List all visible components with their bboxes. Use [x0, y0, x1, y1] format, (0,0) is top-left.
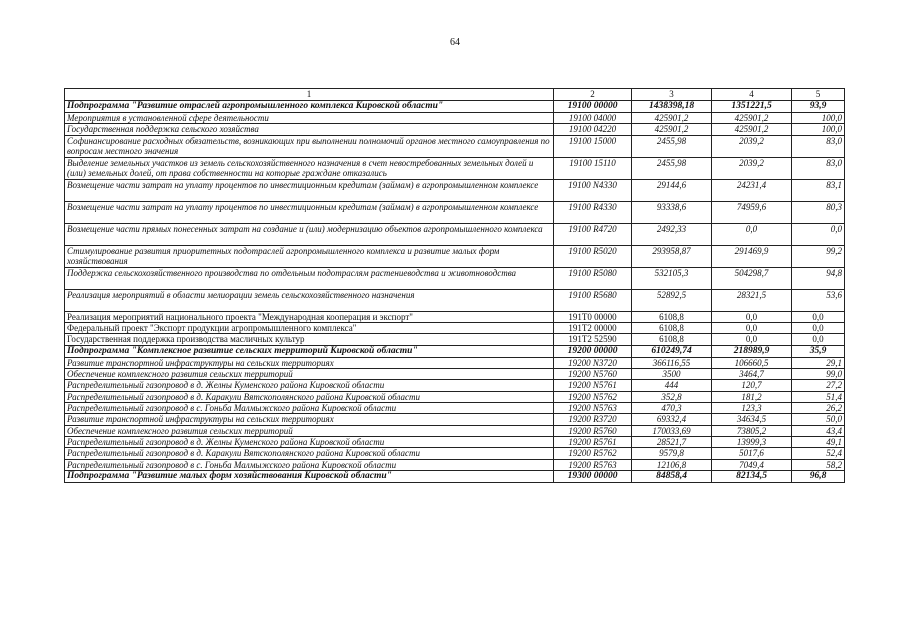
table-row — [65, 223, 845, 245]
row-name-cell: Софинансирование расходных обязательств, возникающих при выполнении полномочий органов местного самоуправления по вопросам местного значения — [65, 135, 554, 157]
table-row — [65, 357, 845, 368]
row-percent-cell: 50,0 — [792, 414, 845, 425]
table-row — [65, 245, 845, 267]
row-name-cell: Выделение земельных участков из земель сельскохозяйственного назначения в счет невостребованных земельных долей и (или) земельных долей, от права собственности на которые граждане отказались — [65, 157, 554, 179]
table-row — [65, 414, 845, 425]
row-name-cell: Распределительный газопровод в с. Гоньба Малмыжского района Кировской области — [65, 402, 554, 413]
header-col-3: 3 — [632, 89, 712, 101]
row-actual-value-cell: 106660,5 — [712, 357, 792, 368]
page-number: 64 — [450, 37, 460, 48]
row-actual-value-cell: 3464,7 — [712, 368, 792, 379]
row-actual-value-cell: 5017,6 — [712, 448, 792, 459]
row-percent-cell: 96,8 — [792, 471, 845, 483]
row-code-cell: 19200 N5763 — [554, 402, 632, 413]
row-name-cell: Подпрограмма "Развитие отраслей агропромышленного комплекса Кировской области" — [65, 101, 554, 113]
budget-table — [64, 88, 845, 483]
row-planned-value-cell: 2492,33 — [632, 223, 712, 245]
row-code-cell: 19200 N3720 — [554, 357, 632, 368]
row-percent-cell: 99,2 — [792, 245, 845, 267]
row-planned-value-cell: 532105,3 — [632, 267, 712, 289]
row-name-cell: Стимулирование развития приоритетных подотраслей агропромышленного комплекса и развитие малых форм хозяйствования — [65, 245, 554, 267]
row-code-cell: 19100 R4330 — [554, 201, 632, 223]
row-actual-value-cell: 82134,5 — [712, 471, 792, 483]
row-actual-value-cell: 1351221,5 — [712, 101, 792, 113]
row-percent-cell: 52,4 — [792, 448, 845, 459]
row-actual-value-cell: 291469,9 — [712, 245, 792, 267]
row-actual-value-cell: 2039,2 — [712, 135, 792, 157]
row-actual-value-cell: 24231,4 — [712, 179, 792, 201]
row-actual-value-cell: 7049,4 — [712, 459, 792, 470]
table-row — [65, 448, 845, 459]
row-actual-value-cell: 28321,5 — [712, 289, 792, 311]
row-actual-value-cell: 120,7 — [712, 380, 792, 391]
row-code-cell: 19100 04000 — [554, 112, 632, 123]
row-planned-value-cell: 425901,2 — [632, 112, 712, 123]
row-planned-value-cell: 444 — [632, 380, 712, 391]
row-percent-cell: 58,2 — [792, 459, 845, 470]
row-name-cell: Распределительный газопровод в д. Желны Куменского района Кировской области — [65, 380, 554, 391]
row-actual-value-cell: 0,0 — [712, 322, 792, 333]
row-code-cell: 19300 00000 — [554, 471, 632, 483]
row-percent-cell: 93,9 — [792, 101, 845, 113]
table-body — [65, 101, 845, 483]
row-code-cell: 19100 15000 — [554, 135, 632, 157]
row-actual-value-cell: 0,0 — [712, 334, 792, 345]
row-name-cell: Развитие транспортной инфраструктуры на сельских территориях — [65, 357, 554, 368]
row-code-cell: 19200 R5761 — [554, 436, 632, 447]
table-row — [65, 391, 845, 402]
row-actual-value-cell: 0,0 — [712, 223, 792, 245]
row-code-cell: 19200 N5762 — [554, 391, 632, 402]
row-code-cell: 19200 R3720 — [554, 414, 632, 425]
row-planned-value-cell: 2455,98 — [632, 135, 712, 157]
row-name-cell: Обеспечение комплексного развития сельских территорий — [65, 368, 554, 379]
row-name-cell: Мероприятия в установленной сфере деятельности — [65, 112, 554, 123]
row-code-cell: 19100 R4720 — [554, 223, 632, 245]
row-actual-value-cell: 425901,2 — [712, 124, 792, 135]
row-actual-value-cell: 123,3 — [712, 402, 792, 413]
row-code-cell: 19100 15110 — [554, 157, 632, 179]
row-code-cell: 191T0 00000 — [554, 311, 632, 322]
row-percent-cell: 35,9 — [792, 345, 845, 357]
row-name-cell: Государственная поддержка сельского хозяйства — [65, 124, 554, 135]
row-percent-cell: 99,0 — [792, 368, 845, 379]
row-planned-value-cell: 93338,6 — [632, 201, 712, 223]
row-code-cell: 19200 N5760 — [554, 368, 632, 379]
row-planned-value-cell: 366116,55 — [632, 357, 712, 368]
row-name-cell: Реализация мероприятий в области мелиорации земель сельскохозяйственного назначения — [65, 289, 554, 311]
row-actual-value-cell: 34634,5 — [712, 414, 792, 425]
row-name-cell: Распределительный газопровод в с. Гоньба Малмыжского района Кировской области — [65, 459, 554, 470]
row-percent-cell: 83,1 — [792, 179, 845, 201]
row-percent-cell: 49,1 — [792, 436, 845, 447]
table-row — [65, 179, 845, 201]
table-row — [65, 157, 845, 179]
row-planned-value-cell: 425901,2 — [632, 124, 712, 135]
row-percent-cell: 0,0 — [792, 311, 845, 322]
row-name-cell: Подпрограмма "Комплексное развитие сельских территорий Кировской области" — [65, 345, 554, 357]
row-planned-value-cell: 2455,98 — [632, 157, 712, 179]
row-name-cell: Обеспечение комплексного развития сельских территорий — [65, 425, 554, 436]
table-row — [65, 425, 845, 436]
row-actual-value-cell: 74959,6 — [712, 201, 792, 223]
row-percent-cell: 29,1 — [792, 357, 845, 368]
row-actual-value-cell: 13999,3 — [712, 436, 792, 447]
row-name-cell: Распределительный газопровод в д. Желны Куменского района Кировской области — [65, 436, 554, 447]
table-row — [65, 101, 845, 113]
row-name-cell: Возмещение части затрат на уплату процентов по инвестиционным кредитам (займам) в агропромышленном комплексе — [65, 201, 554, 223]
row-name-cell: Реализация мероприятий национального проекта "Международная кооперация и экспорт" — [65, 311, 554, 322]
row-code-cell: 191T2 00000 — [554, 322, 632, 333]
row-planned-value-cell: 69332,4 — [632, 414, 712, 425]
header-col-1: 1 — [65, 89, 554, 101]
row-percent-cell: 51,4 — [792, 391, 845, 402]
row-name-cell: Государственная поддержка производства масличных культур — [65, 334, 554, 345]
table-row — [65, 345, 845, 357]
table-row — [65, 201, 845, 223]
header-row — [65, 89, 845, 101]
row-planned-value-cell: 170033,69 — [632, 425, 712, 436]
table-row — [65, 112, 845, 123]
row-actual-value-cell: 2039,2 — [712, 157, 792, 179]
row-code-cell: 191T2 52590 — [554, 334, 632, 345]
row-planned-value-cell: 12106,8 — [632, 459, 712, 470]
table-row — [65, 289, 845, 311]
row-percent-cell: 0,0 — [792, 322, 845, 333]
row-code-cell: 19100 R5680 — [554, 289, 632, 311]
row-percent-cell: 100,0 — [792, 124, 845, 135]
row-planned-value-cell: 6108,8 — [632, 322, 712, 333]
table-row — [65, 459, 845, 470]
table-row — [65, 380, 845, 391]
row-code-cell: 19200 R5763 — [554, 459, 632, 470]
table-row — [65, 334, 845, 345]
row-code-cell: 19200 N5761 — [554, 380, 632, 391]
header-col-4: 4 — [712, 89, 792, 101]
row-code-cell: 19200 R5762 — [554, 448, 632, 459]
row-name-cell: Распределительный газопровод в д. Каракули Вятскополянского района Кировской области — [65, 391, 554, 402]
row-name-cell: Поддержка сельскохозяйственного производства по отдельным подотраслям растениеводства и животноводства — [65, 267, 554, 289]
row-code-cell: 19100 04220 — [554, 124, 632, 135]
header-col-2: 2 — [554, 89, 632, 101]
row-planned-value-cell: 6108,8 — [632, 334, 712, 345]
row-percent-cell: 53,6 — [792, 289, 845, 311]
table-row — [65, 322, 845, 333]
row-name-cell: Федеральный проект "Экспорт продукции агропромышленного комплекса" — [65, 322, 554, 333]
row-planned-value-cell: 3500 — [632, 368, 712, 379]
row-actual-value-cell: 73805,2 — [712, 425, 792, 436]
row-planned-value-cell: 293958,87 — [632, 245, 712, 267]
table-row — [65, 368, 845, 379]
row-name-cell: Подпрограмма "Развитие малых форм хозяйствования Кировской области" — [65, 471, 554, 483]
row-name-cell: Возмещение части прямых понесенных затрат на создание и (или) модернизацию объектов агропромышленного комплекса — [65, 223, 554, 245]
row-name-cell: Распределительный газопровод в д. Каракули Вятскополянского района Кировской области — [65, 448, 554, 459]
row-percent-cell: 0,0 — [792, 223, 845, 245]
row-percent-cell: 100,0 — [792, 112, 845, 123]
row-planned-value-cell: 29144,6 — [632, 179, 712, 201]
row-planned-value-cell: 610249,74 — [632, 345, 712, 357]
row-planned-value-cell: 9579,8 — [632, 448, 712, 459]
row-planned-value-cell: 28521,7 — [632, 436, 712, 447]
table-row — [65, 135, 845, 157]
row-planned-value-cell: 1438398,18 — [632, 101, 712, 113]
row-percent-cell: 0,0 — [792, 334, 845, 345]
row-planned-value-cell: 470,3 — [632, 402, 712, 413]
row-percent-cell: 27,2 — [792, 380, 845, 391]
row-name-cell: Возмещение части затрат на уплату процентов по инвестиционным кредитам (займам) в агропромышленном комплексе — [65, 179, 554, 201]
row-planned-value-cell: 6108,8 — [632, 311, 712, 322]
table-row — [65, 311, 845, 322]
table-row — [65, 124, 845, 135]
row-percent-cell: 83,0 — [792, 135, 845, 157]
row-actual-value-cell: 181,2 — [712, 391, 792, 402]
row-code-cell: 19200 00000 — [554, 345, 632, 357]
row-actual-value-cell: 425901,2 — [712, 112, 792, 123]
row-code-cell: 19100 N4330 — [554, 179, 632, 201]
table-row — [65, 436, 845, 447]
row-code-cell: 19100 R5020 — [554, 245, 632, 267]
table-row — [65, 471, 845, 483]
row-percent-cell: 94,8 — [792, 267, 845, 289]
row-actual-value-cell: 504298,7 — [712, 267, 792, 289]
row-percent-cell: 80,3 — [792, 201, 845, 223]
header-col-5: 5 — [792, 89, 845, 101]
table-row — [65, 267, 845, 289]
row-actual-value-cell: 218989,9 — [712, 345, 792, 357]
row-code-cell: 19100 R5080 — [554, 267, 632, 289]
row-percent-cell: 26,2 — [792, 402, 845, 413]
row-code-cell: 19200 R5760 — [554, 425, 632, 436]
row-actual-value-cell: 0,0 — [712, 311, 792, 322]
row-planned-value-cell: 352,8 — [632, 391, 712, 402]
table-row — [65, 402, 845, 413]
row-code-cell: 19100 00000 — [554, 101, 632, 113]
row-percent-cell: 83,0 — [792, 157, 845, 179]
row-planned-value-cell: 84858,4 — [632, 471, 712, 483]
row-planned-value-cell: 52892,5 — [632, 289, 712, 311]
row-name-cell: Развитие транспортной инфраструктуры на сельских территориях — [65, 414, 554, 425]
row-percent-cell: 43,4 — [792, 425, 845, 436]
